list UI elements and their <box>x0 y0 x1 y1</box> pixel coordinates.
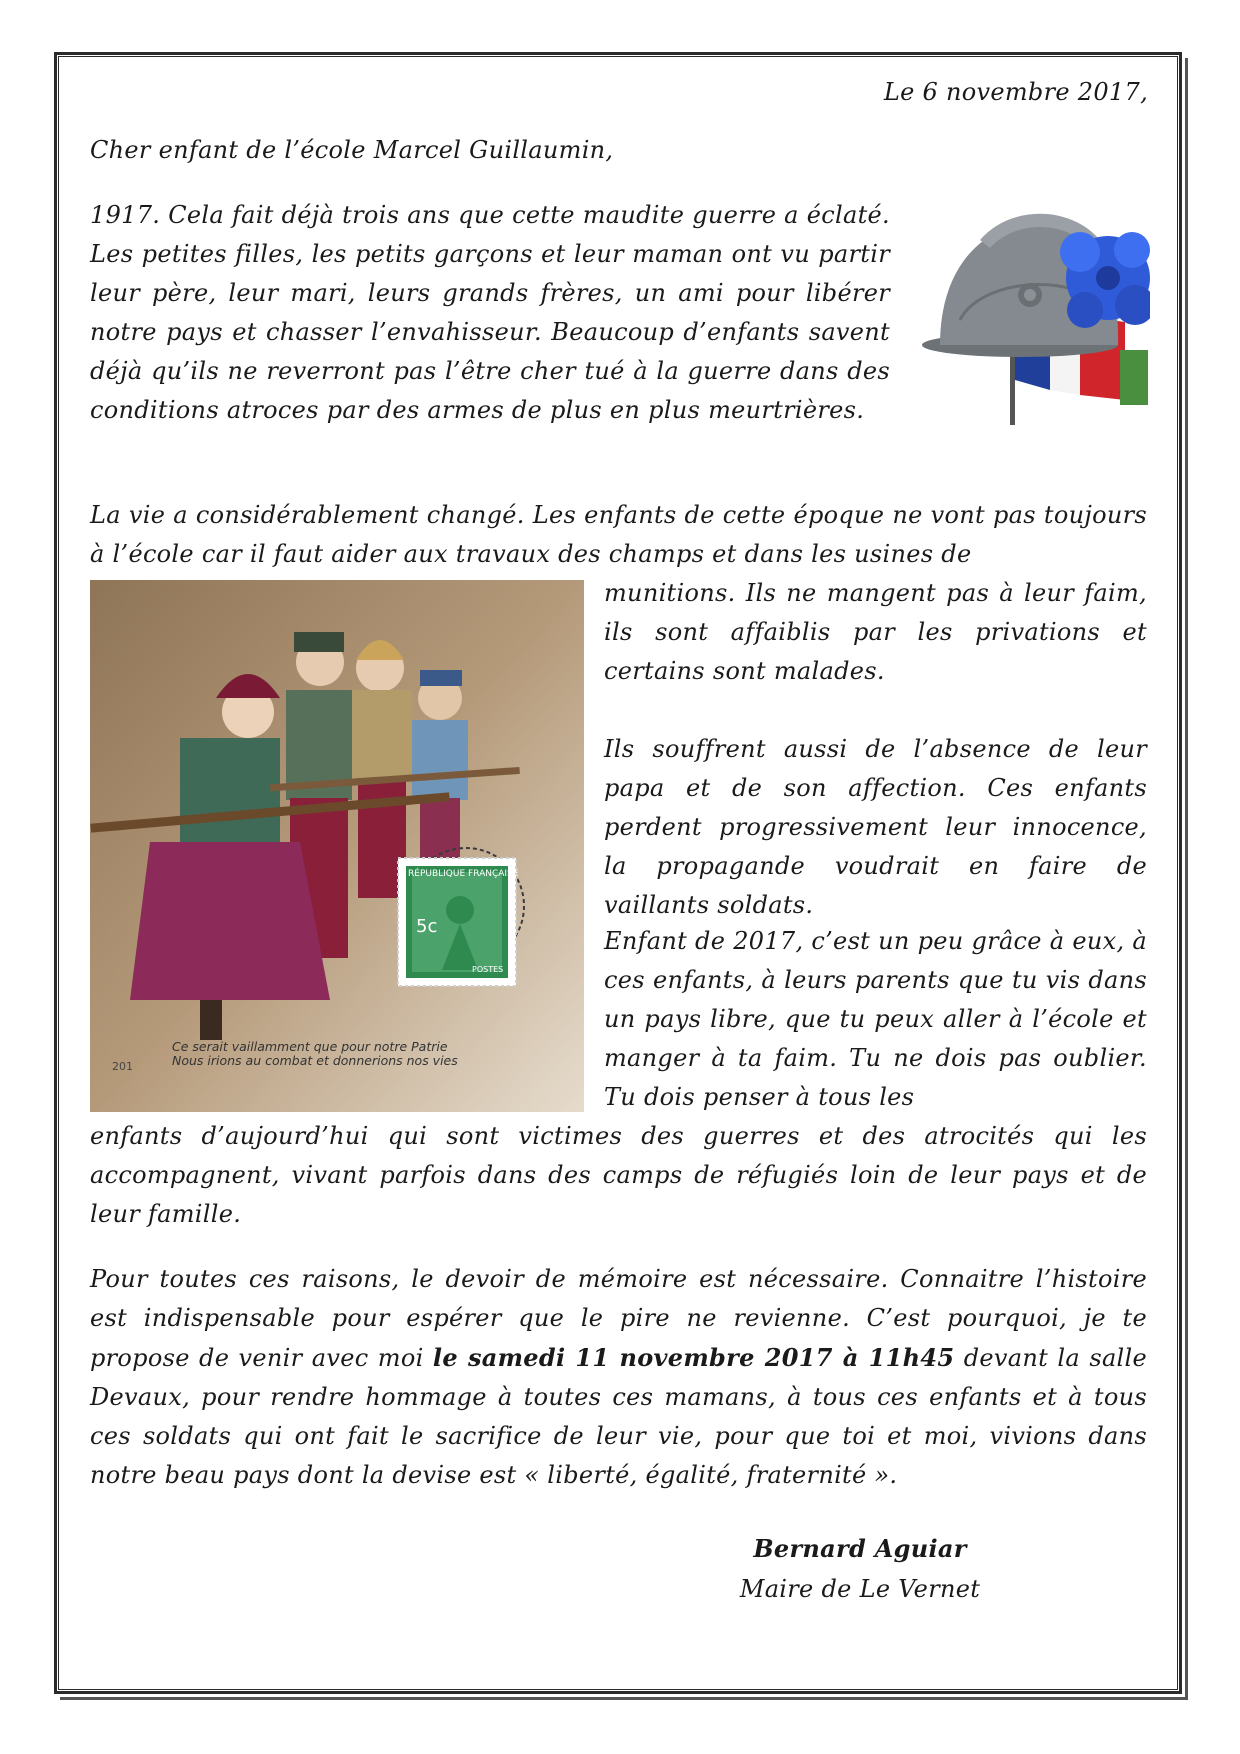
invitation-text-start: Pour toutes ces raisons, le devoir de mémoire est nécessaire. Connaitre l’histoire est indispensable pour espérer que le pire ne revienne. C’est pourquoi, je te propose de venir avec moi <box>90 1265 1147 1372</box>
helmet-cornflower-flag-image <box>920 200 1150 425</box>
paragraph-enfant-2017-cont: enfants d’aujourd’hui qui sont victimes des guerres et des atrocités qui les accompagnent, vivant parfois dans des camps de réfugiés loin de leur pays et de leur famille. <box>90 1122 1147 1228</box>
postcard-number: 201 <box>112 1060 133 1073</box>
stamp-footer: POSTES <box>472 965 504 974</box>
stamp-value: 5c <box>416 916 438 937</box>
letter-date: Le 6 novembre 2017, <box>883 78 1148 106</box>
semeuse-stamp <box>398 858 519 986</box>
postcard-caption-line2: Nous irions au combat et donnerions nos vies <box>172 1053 458 1068</box>
paragraph-la-vie: La vie a considérablement changé. Les enfants de cette époque ne vont pas toujours à l’école car il faut aider aux travaux des champs et dans les usines de <box>90 501 1147 568</box>
letter-greeting: Cher enfant de l’école Marcel Guillaumin, <box>90 136 614 164</box>
invitation-text-end: devant la salle Devaux, pour rendre hommage à toutes ces mamans, à tous ces enfants et à tous ces soldats qui ont fait le sacrifice de leur vie, pour que toi et moi, vivions dans notre beau pays dont la devise est « liberté, égalité, fraternité ». <box>90 1344 1148 1489</box>
paragraph-souffrent: Ils souffrent aussi de l’absence de leur papa et de son affection. Ces enfants perdent progressivement leur innocence, la propagande voudrait en faire de vaillants soldats. <box>604 735 1147 919</box>
paragraph-invitation <box>90 1260 1147 1495</box>
paragraph-1917: 1917. Cela fait déjà trois ans que cette maudite guerre a éclaté. Les petites filles, les petits garçons et leur maman ont vu partir leur père, leur mari, leurs grands frères, un ami pour libérer notre pays et chasser l’envahisseur. Beaucoup d’enfants savent déjà qu’ils ne reverront pas l’être cher tué à la guerre dans des conditions atroces par des armes de plus en plus meurtrières. <box>90 201 890 424</box>
postcard-caption-line1: Ce serait vaillamment que pour notre Patrie <box>172 1039 448 1054</box>
vintage-postcard-image <box>90 580 584 1112</box>
postcard-caption <box>172 1040 458 1068</box>
paragraph-munitions: munitions. Ils ne mangent pas à leur faim, ils sont affaiblis par les privations et certains sont malades. <box>604 579 1147 685</box>
ceremony-date: le samedi 11 novembre 2017 à 11h45 <box>432 1343 955 1372</box>
postcard-illustration <box>90 580 584 1112</box>
stamp-header: RÉPUBLIQUE FRANÇAISE <box>408 869 519 879</box>
signature-name: Bernard Aguiar <box>753 1534 967 1563</box>
signature-title: Maire de Le Vernet <box>739 1575 981 1603</box>
paragraph-enfant-2017: Enfant de 2017, c’est un peu grâce à eux, à ces enfants, à leurs parents que tu vis dans un pays libre, que tu peux aller à l’école et manger à ta faim. Tu ne dois pas oublier. Tu dois penser à tous les <box>604 927 1147 1111</box>
